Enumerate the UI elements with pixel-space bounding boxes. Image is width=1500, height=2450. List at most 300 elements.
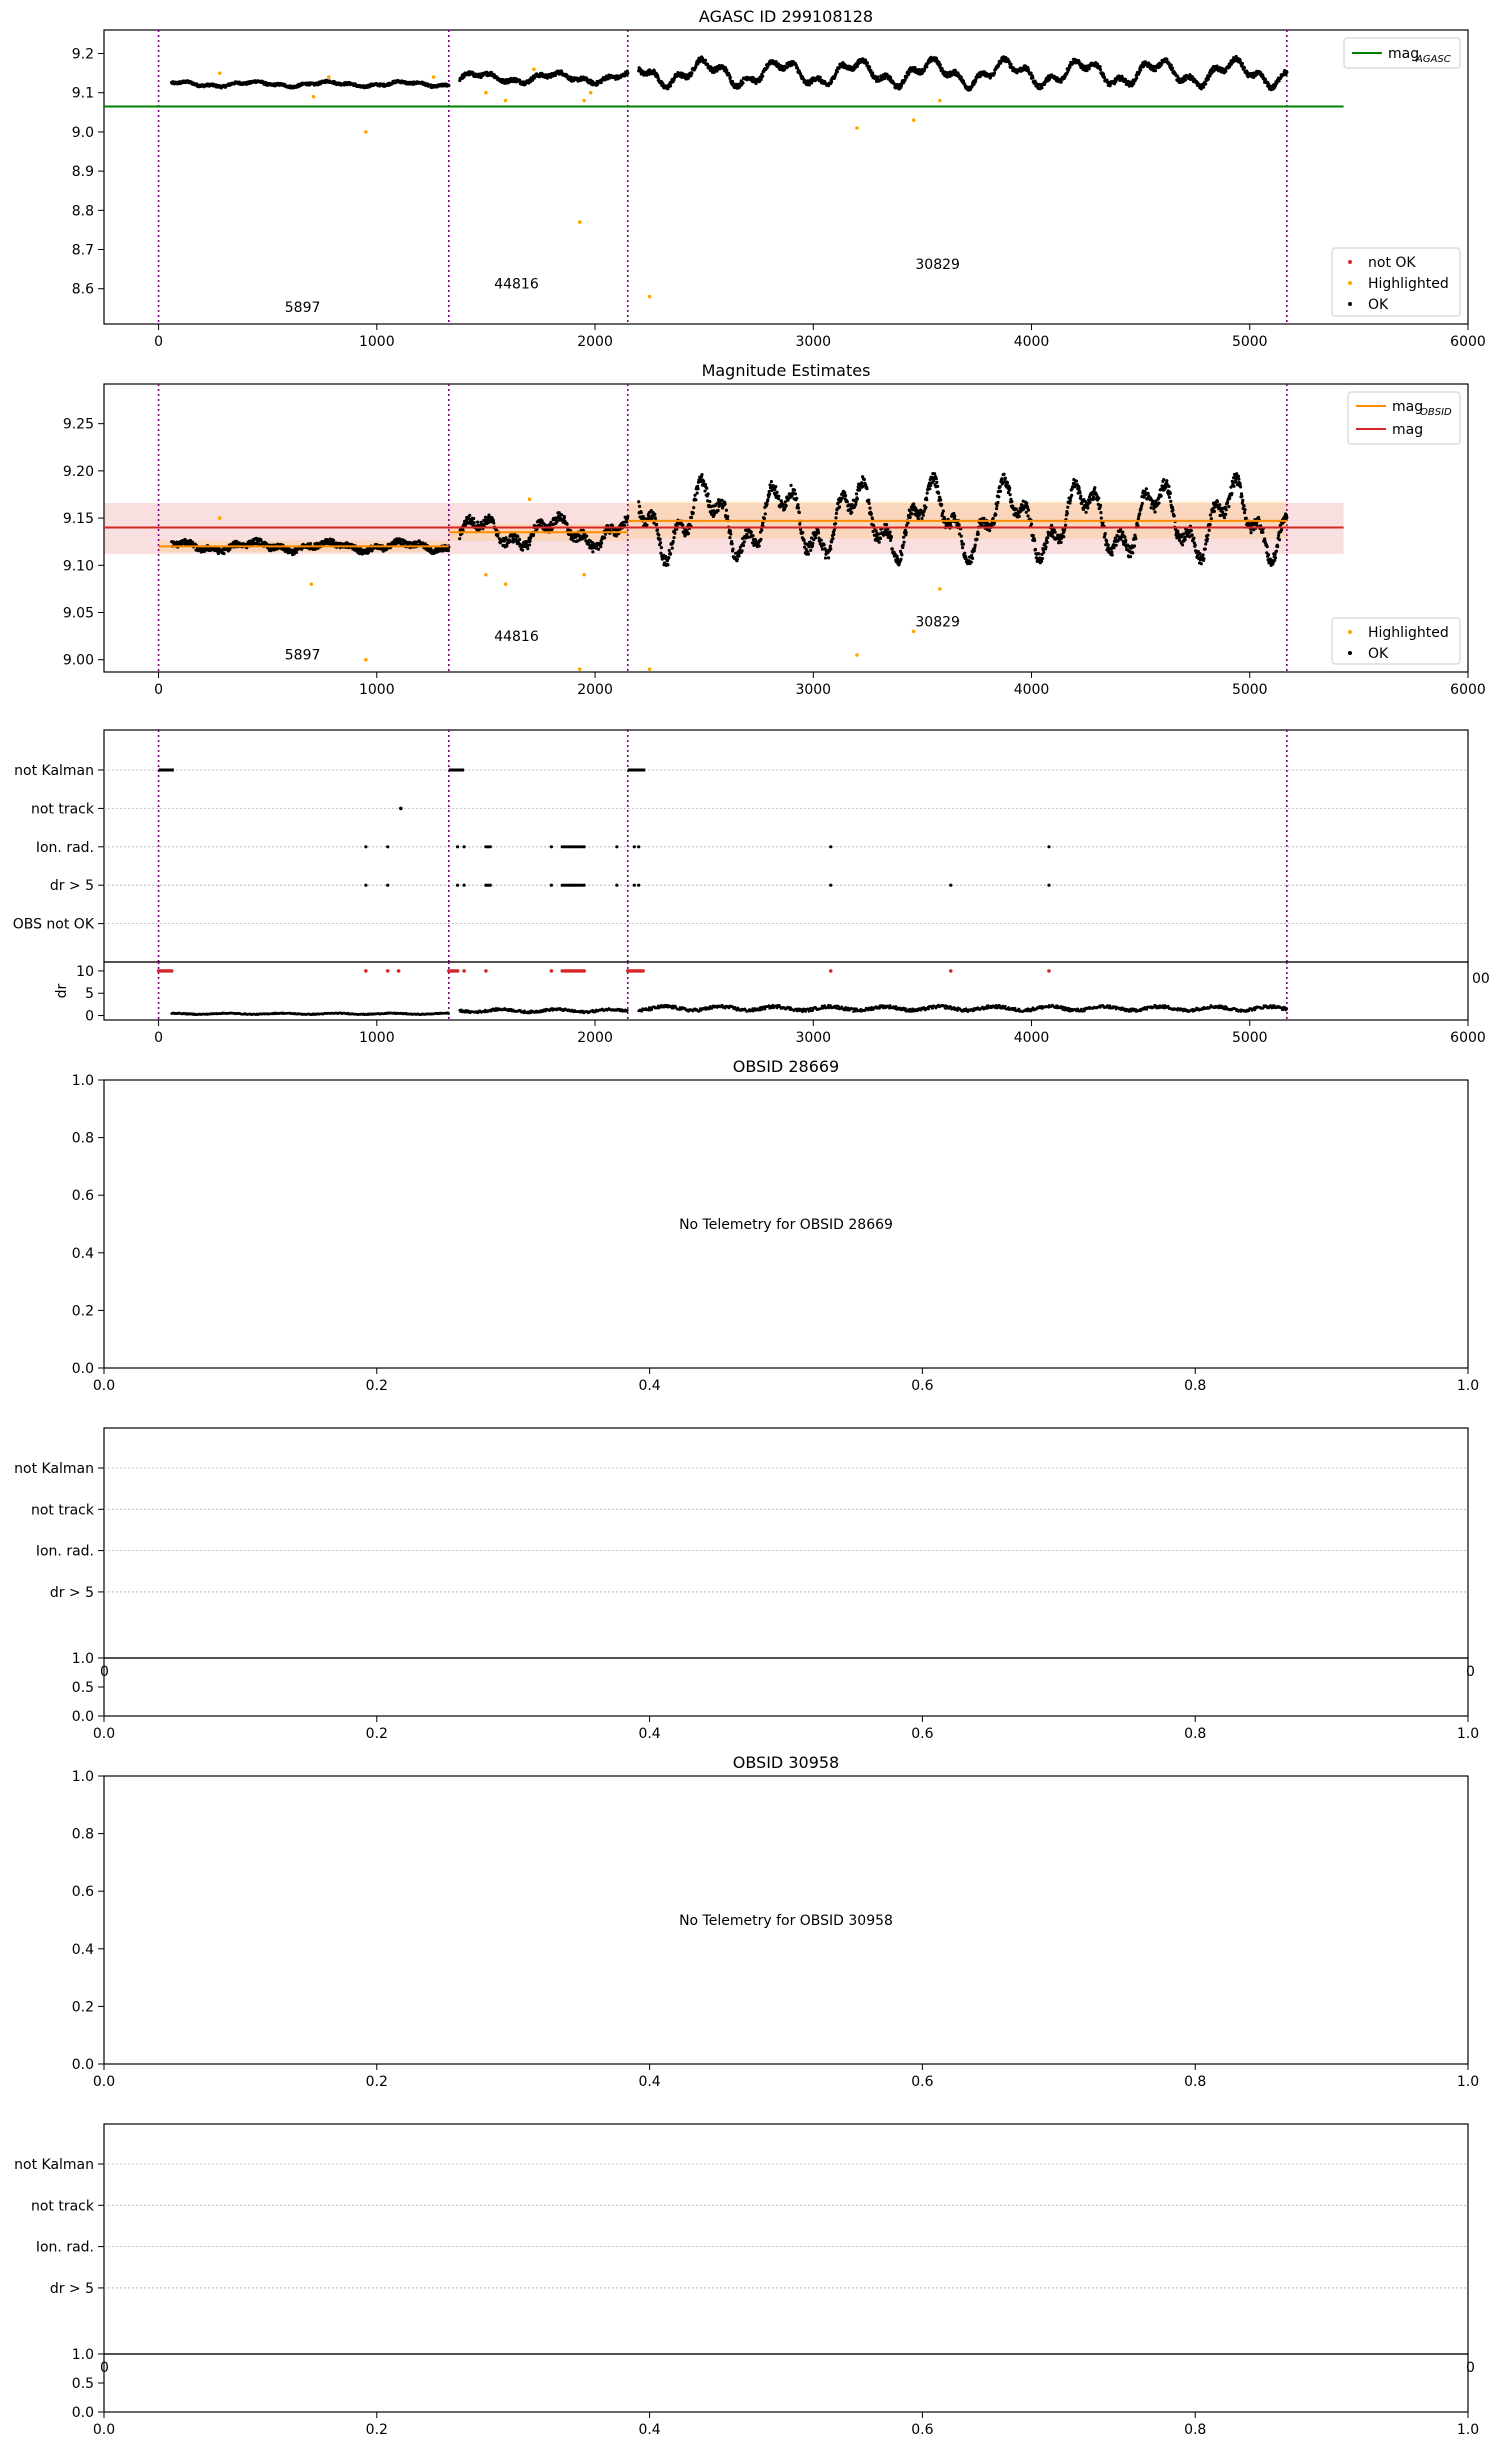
ok-point bbox=[1182, 533, 1185, 536]
ok-point bbox=[924, 506, 927, 509]
ok-point bbox=[785, 504, 788, 507]
ok-point bbox=[528, 543, 531, 546]
ok-point bbox=[526, 547, 529, 550]
ok-point bbox=[1060, 541, 1063, 544]
ok-point bbox=[939, 498, 942, 501]
ok-point bbox=[1200, 562, 1203, 565]
ok-point bbox=[763, 517, 766, 520]
ok-point bbox=[1154, 69, 1157, 72]
ok-point bbox=[912, 502, 915, 505]
ok-point bbox=[1133, 544, 1136, 547]
highlighted-point bbox=[218, 71, 222, 75]
ok-point bbox=[999, 490, 1002, 493]
ok-point bbox=[668, 549, 671, 552]
ok-point bbox=[1044, 545, 1047, 548]
ok-point bbox=[447, 549, 450, 552]
ok-point bbox=[961, 546, 964, 549]
ok-point bbox=[518, 538, 521, 541]
ok-point bbox=[970, 560, 973, 563]
ok-point bbox=[658, 538, 661, 541]
ok-point bbox=[1162, 478, 1165, 481]
ok-point bbox=[1173, 514, 1176, 517]
ok-point bbox=[794, 492, 797, 495]
ok-point bbox=[700, 473, 703, 476]
ok-point bbox=[1228, 497, 1231, 500]
x-tick-label: 0 bbox=[154, 334, 164, 350]
ok-point bbox=[795, 497, 798, 500]
ok-point bbox=[920, 517, 923, 520]
ok-point bbox=[1100, 516, 1103, 519]
ok-point bbox=[835, 512, 838, 515]
y-tick-label: 9.2 bbox=[71, 46, 94, 63]
ok-point bbox=[1249, 531, 1252, 534]
ok-point bbox=[1227, 505, 1230, 508]
ok-point bbox=[1210, 517, 1213, 520]
obsid-label: 30829 bbox=[915, 257, 960, 274]
ok-point bbox=[868, 502, 871, 505]
ok-point bbox=[704, 59, 707, 62]
ok-point bbox=[866, 61, 869, 64]
ok-point bbox=[902, 536, 905, 539]
ok-point bbox=[1046, 536, 1049, 539]
ok-point bbox=[1105, 540, 1108, 543]
ok-point bbox=[1137, 517, 1140, 520]
ok-point bbox=[1206, 537, 1209, 540]
ok-point bbox=[963, 552, 966, 555]
ok-point bbox=[1002, 473, 1005, 476]
ok-point bbox=[487, 514, 490, 517]
y-tick-label: 8.8 bbox=[71, 203, 94, 220]
y-tick-label: 9.1 bbox=[71, 85, 94, 102]
ok-point bbox=[1060, 81, 1063, 84]
ok-point bbox=[960, 535, 963, 538]
ok-point bbox=[1216, 500, 1219, 503]
ok-point bbox=[1099, 511, 1102, 514]
ok-point bbox=[953, 514, 956, 517]
highlighted-point bbox=[589, 91, 593, 95]
ok-point bbox=[875, 529, 878, 532]
ok-point bbox=[222, 552, 225, 555]
ok-point bbox=[801, 531, 804, 534]
ok-point bbox=[1069, 499, 1072, 502]
ok-point bbox=[1141, 502, 1144, 505]
ok-point bbox=[696, 487, 699, 490]
ok-point bbox=[1134, 537, 1137, 540]
ok-point bbox=[1027, 509, 1030, 512]
ok-point bbox=[1006, 481, 1009, 484]
ok-point bbox=[309, 542, 312, 545]
ok-point bbox=[447, 84, 450, 87]
ok-point bbox=[681, 523, 684, 526]
ok-point bbox=[1224, 513, 1227, 516]
ok-point bbox=[1201, 553, 1204, 556]
ok-point bbox=[1204, 82, 1207, 85]
ok-point bbox=[1165, 58, 1168, 61]
ok-point bbox=[933, 472, 936, 475]
ok-point bbox=[1010, 500, 1013, 503]
ok-point bbox=[993, 71, 996, 74]
y-tick-label: 9.0 bbox=[71, 124, 94, 141]
ok-point bbox=[1086, 506, 1089, 509]
ok-point bbox=[939, 63, 942, 66]
ok-point bbox=[937, 492, 940, 495]
highlighted-point bbox=[912, 118, 916, 122]
ok-point bbox=[600, 542, 603, 545]
ok-point bbox=[854, 500, 857, 503]
highlighted-point bbox=[855, 126, 859, 130]
ok-point bbox=[838, 505, 841, 508]
ok-point bbox=[260, 539, 263, 542]
ok-point bbox=[687, 532, 690, 535]
ok-point bbox=[890, 535, 893, 538]
ok-point bbox=[1226, 501, 1229, 504]
obsid-label: 44816 bbox=[494, 276, 539, 293]
ok-point bbox=[702, 480, 705, 483]
ok-point bbox=[827, 556, 830, 559]
ok-point bbox=[736, 558, 739, 561]
ok-point bbox=[829, 547, 832, 550]
ok-point bbox=[640, 511, 643, 514]
ok-point bbox=[995, 507, 998, 510]
ok-point bbox=[977, 533, 980, 536]
ok-point bbox=[1213, 510, 1216, 513]
ok-point bbox=[1241, 62, 1244, 65]
ok-point bbox=[741, 549, 744, 552]
ok-point bbox=[626, 515, 629, 518]
ok-point bbox=[766, 498, 769, 501]
ok-point bbox=[692, 506, 695, 509]
ok-point bbox=[1169, 500, 1172, 503]
ok-point bbox=[672, 536, 675, 539]
x-tick-label: 6000 bbox=[1450, 334, 1486, 350]
ok-point bbox=[1209, 513, 1212, 516]
ok-point bbox=[1225, 508, 1228, 511]
ok-point bbox=[1165, 479, 1168, 482]
ok-point bbox=[1075, 480, 1078, 483]
ok-point bbox=[975, 538, 978, 541]
ok-point bbox=[692, 511, 695, 514]
highlighted-point bbox=[938, 99, 942, 103]
ok-point bbox=[1053, 531, 1056, 534]
ok-point bbox=[940, 503, 943, 506]
ok-point bbox=[1093, 486, 1096, 489]
ok-point bbox=[496, 534, 499, 537]
ok-point bbox=[834, 522, 837, 525]
ok-point bbox=[1004, 476, 1007, 479]
ok-point bbox=[998, 485, 1001, 488]
ok-point bbox=[645, 523, 648, 526]
ok-point bbox=[970, 554, 973, 557]
ok-point bbox=[638, 505, 641, 508]
ok-point bbox=[1243, 66, 1246, 69]
ok-point bbox=[690, 72, 693, 75]
panel-title: Magnitude Estimates bbox=[701, 361, 871, 380]
ok-point bbox=[659, 541, 662, 544]
ok-point bbox=[855, 492, 858, 495]
ok-point bbox=[902, 541, 905, 544]
ok-point bbox=[997, 495, 1000, 498]
ok-point bbox=[909, 516, 912, 519]
ok-point bbox=[1230, 492, 1233, 495]
ok-point bbox=[669, 84, 672, 87]
y-tick-label: 8.7 bbox=[71, 242, 94, 259]
ok-point bbox=[832, 533, 835, 536]
ok-point bbox=[473, 521, 476, 524]
ok-point bbox=[1114, 537, 1117, 540]
ok-point bbox=[505, 544, 508, 547]
ok-point bbox=[803, 539, 806, 542]
ok-point bbox=[797, 506, 800, 509]
ok-point bbox=[184, 538, 187, 541]
ok-point bbox=[1176, 530, 1179, 533]
ok-point bbox=[468, 514, 471, 517]
ok-point bbox=[879, 537, 882, 540]
ok-point bbox=[1111, 553, 1114, 556]
ok-point bbox=[863, 478, 866, 481]
ok-point bbox=[1064, 524, 1067, 527]
ok-point bbox=[1168, 496, 1171, 499]
x-tick-label: 1000 bbox=[358, 334, 395, 350]
ok-point bbox=[745, 533, 748, 536]
ok-point bbox=[1285, 70, 1288, 73]
x-tick-label: 4000 bbox=[1013, 334, 1050, 350]
ok-point bbox=[1042, 551, 1045, 554]
ok-point bbox=[829, 545, 832, 548]
ok-point bbox=[982, 517, 985, 520]
highlighted-point bbox=[327, 75, 331, 79]
ok-point bbox=[1208, 529, 1211, 532]
ok-point bbox=[1208, 523, 1211, 526]
highlighted-point bbox=[364, 130, 368, 134]
ok-point bbox=[626, 72, 629, 75]
ok-point bbox=[925, 498, 928, 501]
ok-point bbox=[1092, 496, 1095, 499]
ok-point bbox=[1099, 504, 1102, 507]
ok-point bbox=[889, 530, 892, 533]
ok-point bbox=[871, 530, 874, 533]
ok-point bbox=[1033, 539, 1036, 542]
ok-point bbox=[751, 534, 754, 537]
ok-point bbox=[770, 480, 773, 483]
ok-point bbox=[743, 540, 746, 543]
ok-point bbox=[1181, 543, 1184, 546]
ok-point bbox=[705, 487, 708, 490]
ok-point bbox=[935, 481, 938, 484]
highlighted-point bbox=[484, 91, 488, 95]
ok-point bbox=[1223, 516, 1226, 519]
ok-point bbox=[899, 558, 902, 561]
ok-point bbox=[1099, 68, 1102, 71]
ok-point bbox=[758, 544, 761, 547]
ok-point bbox=[798, 523, 801, 526]
x-tick-label: 3000 bbox=[795, 334, 832, 350]
ok-point bbox=[1088, 67, 1091, 70]
ok-point bbox=[669, 553, 672, 556]
ok-point bbox=[708, 500, 711, 503]
ok-point bbox=[868, 66, 871, 69]
ok-point bbox=[1088, 501, 1091, 504]
ok-point bbox=[664, 555, 667, 558]
ok-point bbox=[659, 552, 662, 555]
obsid-label: 5897 bbox=[284, 300, 321, 317]
ok-point bbox=[1037, 552, 1040, 555]
ok-point bbox=[1068, 66, 1071, 69]
ok-point bbox=[1157, 502, 1160, 505]
ok-point bbox=[1243, 508, 1246, 511]
ok-point bbox=[834, 516, 837, 519]
ok-point bbox=[585, 534, 588, 537]
ok-point bbox=[817, 531, 820, 534]
ok-point bbox=[865, 487, 868, 490]
ok-point bbox=[666, 563, 669, 566]
ok-point bbox=[1110, 551, 1113, 554]
ok-point bbox=[1194, 543, 1197, 546]
ok-point bbox=[768, 493, 771, 496]
ok-point bbox=[814, 536, 817, 539]
ok-point bbox=[992, 517, 995, 520]
ok-point bbox=[856, 497, 859, 500]
ok-point bbox=[1040, 86, 1043, 89]
ok-point bbox=[1138, 512, 1141, 515]
ok-point bbox=[1243, 511, 1246, 514]
ok-point bbox=[458, 537, 461, 540]
ok-point bbox=[673, 532, 676, 535]
ok-point bbox=[1232, 485, 1235, 488]
ok-point bbox=[725, 509, 728, 512]
ok-point bbox=[703, 489, 706, 492]
ok-point bbox=[870, 512, 873, 515]
ok-point bbox=[1009, 493, 1012, 496]
ok-point bbox=[560, 513, 563, 516]
ok-point bbox=[777, 495, 780, 498]
ok-point bbox=[935, 477, 938, 480]
ok-point bbox=[871, 71, 874, 74]
ok-point bbox=[1098, 65, 1101, 68]
ok-point bbox=[928, 487, 931, 490]
ok-point bbox=[591, 550, 594, 553]
ok-point bbox=[1170, 64, 1173, 67]
ok-point bbox=[1239, 485, 1242, 488]
ok-point bbox=[995, 504, 998, 507]
ok-point bbox=[868, 507, 871, 510]
ok-point bbox=[566, 523, 569, 526]
ok-point bbox=[667, 556, 670, 559]
ok-point bbox=[957, 523, 960, 526]
ok-point bbox=[651, 517, 654, 520]
ok-point bbox=[925, 65, 928, 68]
ok-point bbox=[1112, 546, 1115, 549]
ok-point bbox=[516, 535, 519, 538]
ok-point bbox=[994, 513, 997, 516]
ok-point bbox=[867, 498, 870, 501]
ok-point bbox=[1107, 544, 1110, 547]
ok-point bbox=[1164, 485, 1167, 488]
ok-point bbox=[1070, 494, 1073, 497]
ok-point bbox=[820, 539, 823, 542]
ok-point bbox=[729, 76, 732, 79]
ok-point bbox=[936, 485, 939, 488]
ok-point bbox=[599, 545, 602, 548]
ok-point bbox=[694, 498, 697, 501]
ok-point bbox=[929, 484, 932, 487]
ok-point bbox=[603, 536, 606, 539]
ok-point bbox=[1030, 522, 1033, 525]
ok-point bbox=[1169, 492, 1172, 495]
x-tick-label: 5000 bbox=[1231, 334, 1268, 350]
ok-point bbox=[902, 543, 905, 546]
ok-point bbox=[1026, 514, 1029, 517]
ok-point bbox=[597, 548, 600, 551]
ok-point bbox=[671, 547, 674, 550]
ok-point bbox=[1202, 86, 1205, 89]
ok-point bbox=[1040, 560, 1043, 563]
ok-point bbox=[796, 503, 799, 506]
ok-point bbox=[729, 529, 732, 532]
ok-point bbox=[775, 491, 778, 494]
ok-point bbox=[1078, 491, 1081, 494]
ok-point bbox=[1046, 541, 1049, 544]
ok-point bbox=[1068, 501, 1071, 504]
ok-point bbox=[891, 547, 894, 550]
ok-point bbox=[962, 542, 965, 545]
ok-point bbox=[1018, 515, 1021, 518]
ok-point bbox=[1204, 542, 1207, 545]
ok-point bbox=[836, 70, 839, 73]
ok-point bbox=[1160, 494, 1163, 497]
highlighted-point bbox=[312, 95, 316, 99]
ok-point bbox=[1129, 555, 1132, 558]
ok-point bbox=[1131, 551, 1134, 554]
ok-point bbox=[1123, 536, 1126, 539]
ok-point bbox=[726, 515, 729, 518]
ok-point bbox=[1191, 533, 1194, 536]
ok-point bbox=[1237, 478, 1240, 481]
ok-point bbox=[528, 540, 531, 543]
ok-point bbox=[1084, 511, 1087, 514]
ok-point bbox=[774, 485, 777, 488]
ok-point bbox=[750, 531, 753, 534]
highlighted-point bbox=[582, 99, 586, 103]
ok-point bbox=[480, 521, 483, 524]
ok-point bbox=[729, 532, 732, 535]
ok-point bbox=[1178, 539, 1181, 542]
ok-point bbox=[696, 491, 699, 494]
ok-point bbox=[655, 523, 658, 526]
panel-title: AGASC ID 299108128 bbox=[698, 7, 874, 26]
ok-point bbox=[910, 512, 913, 515]
ok-point bbox=[942, 509, 945, 512]
ok-point bbox=[717, 509, 720, 512]
ok-point bbox=[1239, 482, 1242, 485]
ok-point bbox=[765, 503, 768, 506]
ok-point bbox=[793, 489, 796, 492]
ok-point bbox=[1224, 70, 1227, 73]
ok-point bbox=[1198, 552, 1201, 555]
ok-point bbox=[1062, 535, 1065, 538]
ok-point bbox=[846, 500, 849, 503]
ok-point bbox=[844, 494, 847, 497]
ok-point bbox=[885, 523, 888, 526]
ok-point bbox=[809, 549, 812, 552]
ok-point bbox=[760, 529, 763, 532]
ok-point bbox=[1192, 536, 1195, 539]
ok-point bbox=[971, 557, 974, 560]
ok-point bbox=[1241, 499, 1244, 502]
ok-point bbox=[472, 517, 475, 520]
ok-point bbox=[830, 80, 833, 83]
ok-point bbox=[1145, 487, 1148, 490]
ok-point bbox=[1032, 534, 1035, 537]
